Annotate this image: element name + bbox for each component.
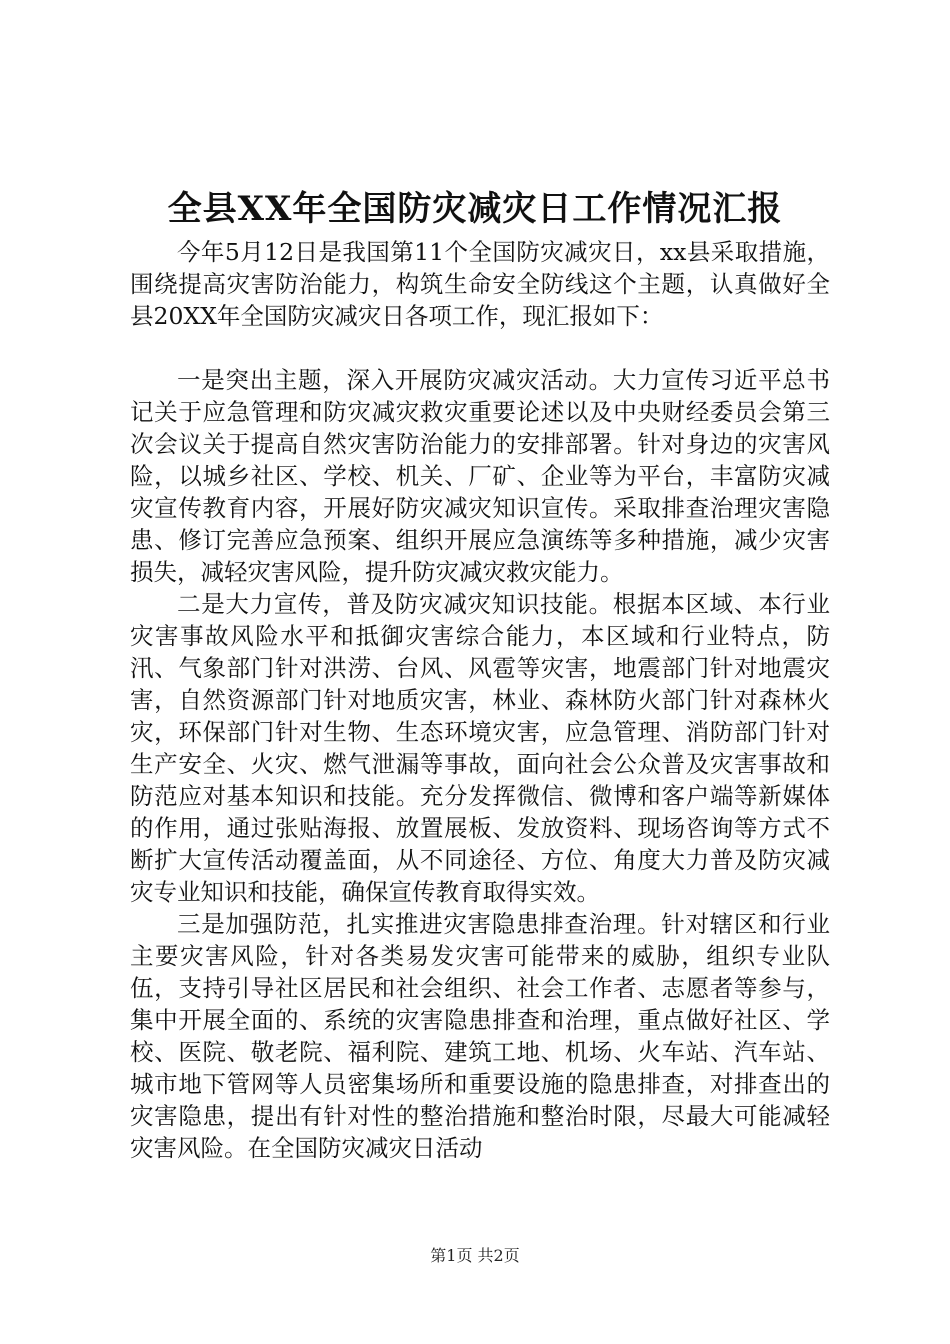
page-footer: 第1页 共2页 <box>430 1246 520 1265</box>
section-three-paragraph: 三是加强防范，扎实推进灾害隐患排查治理。针对辖区和行业主要灾害风险，针对各类易发灾害可能带来的威胁，组织专业队伍，支持引导社区居民和社会组织、社会工作者、志愿者等参与，集中开展全面的、系统的灾害隐患排查和治理，重点做好社区、学校、医院、敬老院、福利院、建筑工地、机场、火车站、汽车站、城市地下管网等人员密集场所和重要设施的隐患排查，对排查出的灾害隐患，提出有针对性的整治措施和整治时限，尽最大可能减轻灾害风险。在全国防灾减灾日活动 <box>130 910 830 1162</box>
document-title: 全县XX年全国防灾减灾日工作情况汇报 <box>167 189 783 229</box>
document-body <box>130 236 830 1164</box>
section-two-paragraph: 二是大力宣传，普及防灾减灾知识技能。根据本区域、本行业灾害事故风险水平和抵御灾害综合能力，本区域和行业特点，防汛、气象部门针对洪涝、台风、风雹等灾害，地震部门针对地震灾害，自然资源部门针对地质灾害，林业、森林防火部门针对森林火灾，环保部门针对生物、生态环境灾害，应急管理、消防部门针对生产安全、火灾、燃气泄漏等事故，面向社会公众普及灾害事故和防范应对基本知识和技能。充分发挥微信、微博和客户端等新媒体的作用，通过张贴海报、放置展板、发放资料、现场咨询等方式不断扩大宣传活动覆盖面，从不同途径、方位、角度大力普及防灾减灾专业知识和技能，确保宣传教育取得实效。 <box>130 590 830 906</box>
section-one-paragraph: 一是突出主题，深入开展防灾减灾活动。大力宣传习近平总书记关于应急管理和防灾减灾救灾重要论述以及中央财经委员会第三次会议关于提高自然灾害防治能力的安排部署。针对身边的灾害风险，以城乡社区、学校、机关、厂矿、企业等为平台，丰富防灾减灾宣传教育内容，开展好防灾减灾知识宣传。采取排查治理灾害隐患、修订完善应急预案、组织开展应急演练等多种措施，减少灾害损失，减轻灾害风险，提升防灾减灾救灾能力。 <box>130 366 830 586</box>
intro-paragraph: 今年5月12日是我国第11个全国防灾减灾日，xx县采取措施，围绕提高灾害防治能力，构筑生命安全防线这个主题，认真做好全县20XX年全国防灾减灾日各项工作，现汇报如下： <box>130 238 830 330</box>
